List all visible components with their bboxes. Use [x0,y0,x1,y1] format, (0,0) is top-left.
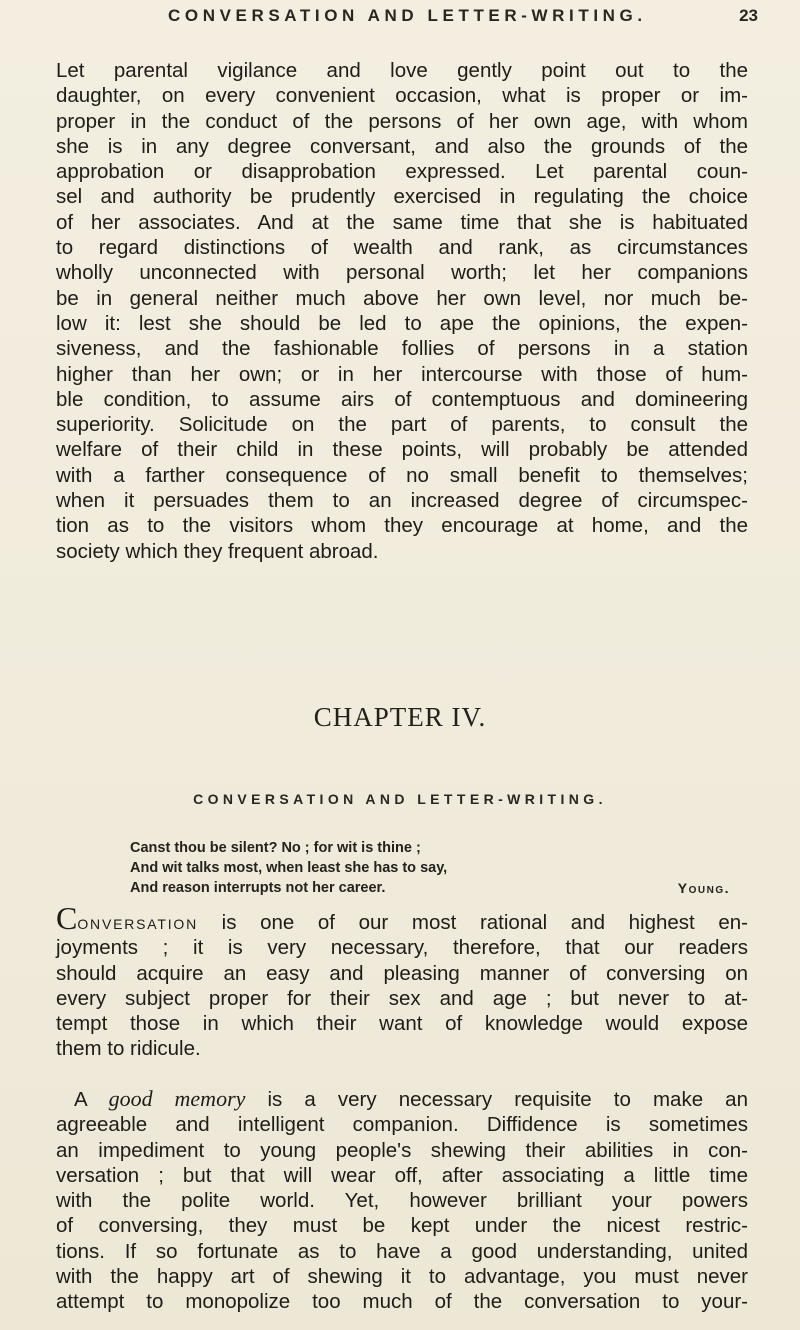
text-line: when it persuades them to an increased degree of circumspec- [56,489,748,513]
text-line: an impediment to young people's shewing their abilities in con- [56,1138,748,1162]
running-title: CONVERSATION AND LETTER-WRITING. [168,6,647,25]
text-line: siveness, and the fashionable follies of persons in a station [56,337,748,361]
text-line: every subject proper for their sex and age ; but never to at- [56,986,748,1010]
text-line: low it: lest she should be led to ape the opinions, the expen- [56,311,748,335]
text-line [56,900,748,936]
text-line: ble condition, to assume airs of contemptuous and domineering [56,387,748,411]
chapter-heading: CHAPTER IV. [313,702,487,732]
text-line: sel and authority be prudently exercised in regulating the choice [56,185,748,209]
epigraph [130,838,730,898]
text-line: with the polite world. Yet, however brilliant your powers [56,1189,748,1213]
epigraph-line: And wit talks most, when least she has to say, [130,860,448,876]
text-line: to regard distinctions of wealth and rank, as circumstances [56,236,748,260]
text-line: be in general neither much above her own level, nor much be- [56,286,748,310]
text-run: A [74,1088,109,1111]
text-line: welfare of their child in these points, will probably be attended [56,438,748,462]
text-line: of conversing, they must be kept under the nicest restric- [56,1214,748,1238]
paragraph-good-memory [56,1086,748,1315]
text-line: with the happy art of shewing it to advantage, you must never [56,1265,748,1289]
text-line: superiority. Solicitude on the part of parents, to consult the [56,413,748,437]
text-line: of her associates. And at the same time that she is habituated [56,210,748,234]
epigraph-author: Young. [677,880,730,896]
text-line: tions. If so fortunate as to have a good understanding, united [56,1239,748,1263]
paragraph-parental-vigilance [56,58,748,564]
text-line: tion as to the visitors whom they encourage at home, and the [56,514,748,538]
text-line: joyments ; it is very necessary, therefore, that our readers [56,936,748,960]
text-line: higher than her own; or in her intercourse with those of hum- [56,362,748,386]
text-line: agreeable and intelligent companion. Diffidence is sometimes [56,1113,748,1137]
text-run: is one of our most rational and highest en- [198,911,748,934]
text-line: she is in any degree conversant, and also the grounds of the [56,134,748,158]
text-line: wholly unconnected with personal worth; let her companions [56,261,748,285]
text-line: tempt those in which their want of knowledge would expose [56,1012,748,1036]
text-line: versation ; but that will wear off, after associating a little time [56,1163,748,1187]
page-number: 23 [739,6,758,25]
text-run: is a very necessary requisite to make an [245,1088,748,1111]
text-line [56,1086,748,1112]
text-line: proper in the conduct of the persons of her own age, with whom [56,109,748,133]
drop-letter: C [56,900,78,936]
text-line: approbation or disapprobation expressed. Let parental coun- [56,160,748,184]
text-line: society which they frequent abroad. [56,539,379,563]
epigraph-line: And reason interrupts not her career. [130,880,386,896]
text-line: should acquire an easy and pleasing manner of conversing on [56,961,748,985]
text-line: with a farther consequence of no small benefit to themselves; [56,463,748,487]
running-head [0,6,800,34]
chapter-subtitle: CONVERSATION AND LETTER-WRITING. [193,791,607,807]
text-line: daughter, on every convenient occasion, what is proper or im- [56,84,748,108]
epigraph-line: Canst thou be silent? No ; for wit is thine ; [130,840,421,856]
text-line: attempt to monopolize too much of the conversation to your- [56,1290,748,1314]
paragraph-conversation [56,900,748,1062]
text-line: Let parental vigilance and love gently point out to the [56,59,748,82]
text-line: them to ridicule. [56,1037,201,1061]
lead-word: onversation [77,911,199,934]
emphasis-text: good memory [108,1086,246,1111]
